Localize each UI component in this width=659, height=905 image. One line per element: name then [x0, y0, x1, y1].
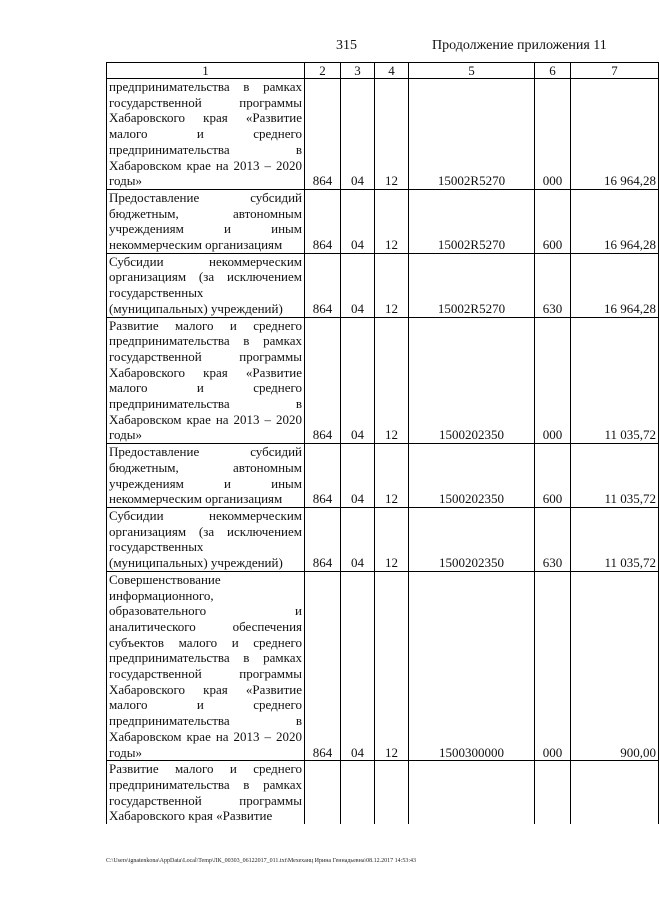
section-code: [341, 761, 375, 824]
file-path-footer: C:\Users\ignatenkona\AppData\Local\Temp\ЛК_00303_06122017_011.txt\Мехеханц Ирина Геннадьевна\08.12.2017 14:53:43: [106, 858, 417, 864]
row-description: Предоставление субсидий бюджетным, автономным учреждениям и иным некоммерческим организациям: [107, 444, 305, 508]
expense-type-code: 000: [535, 79, 571, 190]
subsection-code: 12: [375, 79, 409, 190]
column-header: 7: [571, 63, 659, 79]
ministry-code: 864: [305, 444, 341, 508]
table-header-row: [107, 63, 659, 79]
amount: 11 035,72: [571, 507, 659, 571]
table-row: [107, 317, 659, 444]
ministry-code: 864: [305, 253, 341, 317]
row-description: Совершенствование информационного, образовательного и аналитического обеспечения субъектов малого и среднего предпринимательства в рамках государственной программы Хабаровского края «Развитие малого и среднего предпринимательства в Хабаровском крае на 2013 – 2020 годы»: [107, 571, 305, 760]
subsection-code: 12: [375, 317, 409, 444]
amount: 16 964,28: [571, 253, 659, 317]
subsection-code: 12: [375, 189, 409, 253]
section-code: 04: [341, 507, 375, 571]
target-article-code: [409, 761, 535, 824]
subsection-code: 12: [375, 507, 409, 571]
budget-table: [106, 62, 659, 824]
ministry-code: 864: [305, 79, 341, 190]
table-row: [107, 761, 659, 824]
table-row: [107, 507, 659, 571]
row-description: Развитие малого и среднего предпринимательства в рамках государственной программы Хабаровского края «Развитие: [107, 761, 305, 824]
expense-type-code: 630: [535, 253, 571, 317]
section-code: 04: [341, 253, 375, 317]
amount: 11 035,72: [571, 317, 659, 444]
target-article-code: 15002R5270: [409, 253, 535, 317]
row-description: Субсидии некоммерческим организациям (за исключением государственных (муниципальных) учреждений): [107, 507, 305, 571]
amount: 11 035,72: [571, 444, 659, 508]
table-row: [107, 444, 659, 508]
target-article-code: 1500202350: [409, 317, 535, 444]
column-header: 3: [341, 63, 375, 79]
ministry-code: [305, 761, 341, 824]
subsection-code: [375, 761, 409, 824]
amount: 16 964,28: [571, 189, 659, 253]
column-header: 6: [535, 63, 571, 79]
section-code: 04: [341, 189, 375, 253]
amount: 900,00: [571, 571, 659, 760]
target-article-code: 1500202350: [409, 507, 535, 571]
expense-type-code: [535, 761, 571, 824]
table-row: [107, 253, 659, 317]
ministry-code: 864: [305, 189, 341, 253]
section-code: 04: [341, 317, 375, 444]
expense-type-code: 630: [535, 507, 571, 571]
target-article-code: 15002R5270: [409, 189, 535, 253]
ministry-code: 864: [305, 507, 341, 571]
expense-type-code: 000: [535, 317, 571, 444]
row-description: Развитие малого и среднего предпринимательства в рамках государственной программы Хабаровского края «Развитие малого и среднего предпринимательства в Хабаровском крае на 2013 – 2020 годы»: [107, 317, 305, 444]
ministry-code: 864: [305, 317, 341, 444]
section-code: 04: [341, 444, 375, 508]
column-header: 1: [107, 63, 305, 79]
section-code: 04: [341, 571, 375, 760]
target-article-code: 1500202350: [409, 444, 535, 508]
table-row: [107, 571, 659, 760]
row-description: предпринимательства в рамках государственной программы Хабаровского края «Развитие малого и среднего предпринимательства в Хабаровском крае на 2013 – 2020 годы»: [107, 79, 305, 190]
amount: 16 964,28: [571, 79, 659, 190]
expense-type-code: 600: [535, 189, 571, 253]
table-row: [107, 79, 659, 190]
row-description: Субсидии некоммерческим организациям (за исключением государственных (муниципальных) учреждений): [107, 253, 305, 317]
page-number: 315: [336, 38, 357, 53]
target-article-code: 15002R5270: [409, 79, 535, 190]
subsection-code: 12: [375, 571, 409, 760]
section-code: 04: [341, 79, 375, 190]
expense-type-code: 600: [535, 444, 571, 508]
row-description: Предоставление субсидий бюджетным, автономным учреждениям и иным некоммерческим организациям: [107, 189, 305, 253]
subsection-code: 12: [375, 253, 409, 317]
target-article-code: 1500300000: [409, 571, 535, 760]
table-row: [107, 189, 659, 253]
amount: [571, 761, 659, 824]
column-header: 2: [305, 63, 341, 79]
column-header: 4: [375, 63, 409, 79]
ministry-code: 864: [305, 571, 341, 760]
column-header: 5: [409, 63, 535, 79]
expense-type-code: 000: [535, 571, 571, 760]
subsection-code: 12: [375, 444, 409, 508]
appendix-continuation-title: Продолжение приложения 11: [432, 38, 607, 53]
